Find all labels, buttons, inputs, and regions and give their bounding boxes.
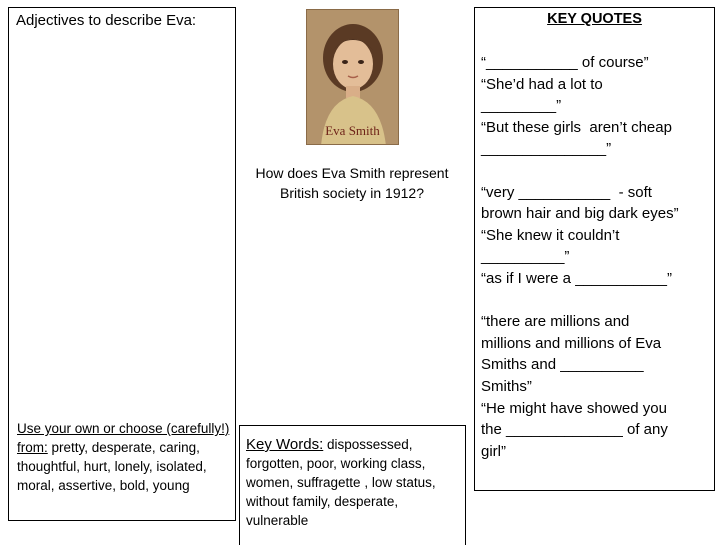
quote-line: the ______________ of any	[481, 421, 668, 439]
adjectives-instruction: Use your own or choose (carefully!) from:	[17, 421, 230, 455]
quote-line: “He might have showed you	[481, 399, 667, 417]
quote-group	[481, 311, 711, 462]
key-quotes-box	[474, 7, 715, 491]
quote-line: millions and millions of Eva	[481, 334, 662, 352]
quote-line: girl”	[481, 442, 506, 460]
quote-group	[481, 182, 711, 290]
quote-line: “as if I were a ___________”	[481, 269, 672, 287]
key-words-label: Key Words:	[246, 436, 324, 453]
portrait-caption: Eva Smith	[325, 123, 380, 138]
quote-line: __________”	[481, 248, 570, 266]
adjectives-words: pretty, desperate, caring, thoughtful, hurt, lonely, isolated, moral, assertive, bold, young	[17, 440, 207, 493]
quote-line: Smiths”	[481, 377, 532, 395]
central-question: How does Eva Smith represent British society in 1912?	[255, 165, 449, 201]
quote-line: “there are millions and	[481, 313, 630, 331]
eva-smith-portrait-image	[306, 9, 399, 145]
quote-line: “She knew it couldn’t	[481, 226, 620, 244]
key-words-list: dispossessed, forgotten, poor, working class, women, suffragette , low status, without family, desperate, vulnerable	[246, 437, 436, 528]
quote-line: brown hair and big dark eyes”	[481, 205, 679, 223]
key-words-box	[239, 425, 466, 545]
quote-line: Smiths and __________	[481, 356, 644, 374]
quote-line: _________”	[481, 97, 562, 115]
quote-line: “She’d had a lot to	[481, 75, 603, 93]
adjectives-title: Adjectives to describe Eva:	[16, 12, 197, 29]
quote-line: “very ___________ - soft	[481, 183, 652, 201]
key-words-text	[246, 435, 462, 530]
quote-line: _______________”	[481, 140, 612, 158]
key-quotes-list	[481, 52, 711, 462]
quote-group	[481, 52, 711, 160]
key-quotes-title: KEY QUOTES	[547, 11, 642, 27]
quote-line: “___________ of course”	[481, 54, 649, 71]
quote-line: “But these girls aren’t cheap	[481, 118, 672, 136]
adjectives-box	[8, 7, 236, 521]
adjectives-word-bank	[17, 419, 231, 495]
